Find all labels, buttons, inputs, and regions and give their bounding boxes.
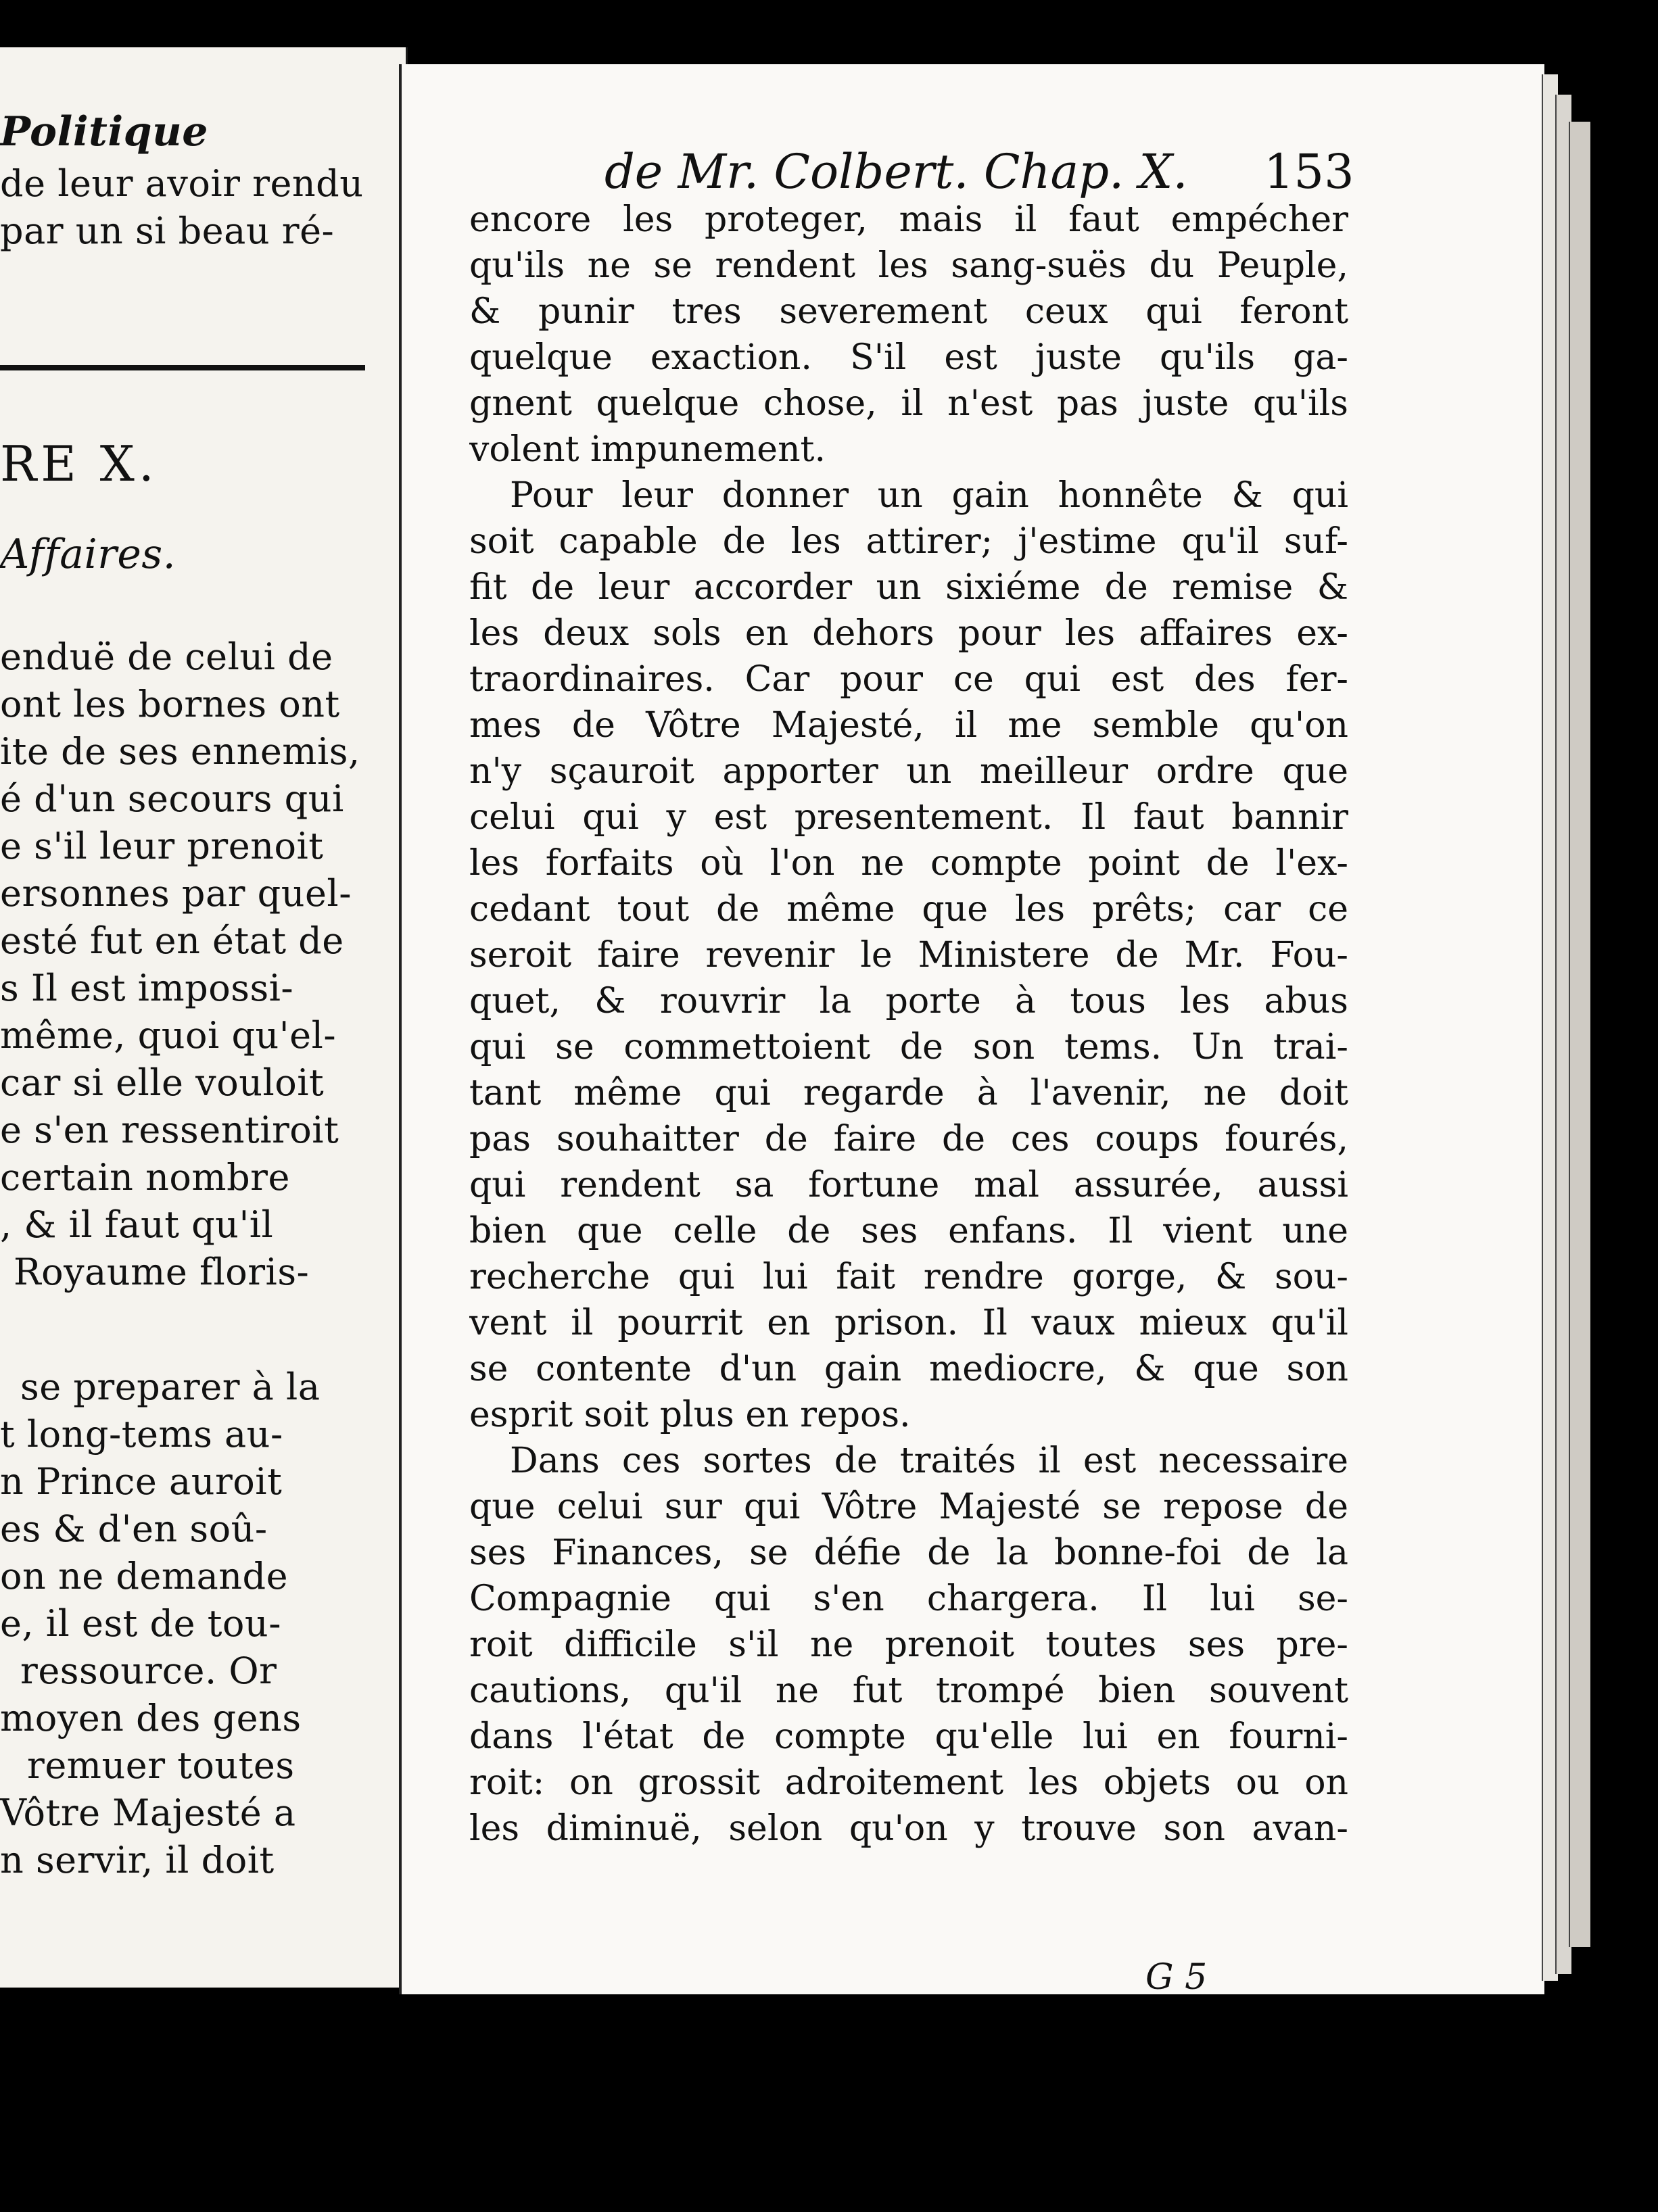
left-line: certain nombre — [0, 1156, 290, 1199]
left-line: ressource. Or — [20, 1650, 277, 1692]
body-text — [469, 197, 1348, 1852]
text-line: pas souhaitter de faire de ces coups fourés, — [469, 1119, 1348, 1159]
text-line: encore les proteger, mais il faut empécher — [469, 199, 1348, 240]
text-line: vent il pourrit en prison. Il vaux mieux qu'il — [469, 1303, 1348, 1343]
text-line: gnent quelque chose, il n'est pas juste qu'ils — [469, 383, 1348, 424]
text-line: celui qui y est presentement. Il faut bannir — [469, 797, 1348, 838]
left-line: n Prince auroit — [0, 1460, 283, 1503]
text-line: quet, & rouvrir la porte à tous les abus — [469, 981, 1348, 1021]
left-line: de leur avoir rendu — [0, 162, 364, 205]
text-line: cautions, qu'il ne fut trompé bien souvent — [469, 1670, 1348, 1711]
left-line: , & il faut qu'il — [0, 1203, 274, 1246]
left-line: même, quoi qu'el- — [0, 1014, 337, 1057]
text-line: bien que celle de ses enfans. Il vient une — [469, 1211, 1348, 1251]
running-head: de Mr. Colbert. Chap. X. — [605, 144, 1188, 199]
text-line: roit: on grossit adroitement les objets ou on — [469, 1762, 1348, 1803]
text-line: mes de Vôtre Majesté, il me semble qu'on — [469, 705, 1348, 746]
text-line: & punir tres severement ceux qui feront — [469, 291, 1348, 332]
left-line: se preparer à la — [20, 1366, 321, 1408]
left-line: remuer toutes — [27, 1744, 295, 1787]
paragraph-start: Dans ces sortes de traités il est necessaire — [510, 1441, 1348, 1481]
text-line: quelque exaction. S'il est juste qu'ils ga- — [469, 337, 1348, 378]
text-line: fit de leur accorder un sixiéme de remise & — [469, 567, 1348, 608]
signature-mark: G 5 — [1145, 1957, 1208, 1994]
left-line: es & d'en soû- — [0, 1508, 268, 1550]
left-line: n servir, il doit — [0, 1839, 275, 1881]
right-page — [399, 64, 1544, 1994]
text-line: n'y sçauroit apporter un meilleur ordre que — [469, 751, 1348, 792]
text-line: les deux sols en dehors pour les affaires ex- — [469, 613, 1348, 654]
left-line: é d'un secours qui — [0, 777, 344, 820]
text-line: que celui sur qui Vôtre Majesté se repose de — [469, 1487, 1348, 1527]
text-line: qui rendent sa fortune mal assurée, aussi — [469, 1165, 1348, 1205]
left-line: s Il est impossi- — [0, 967, 294, 1009]
text-line: soit capable de les attirer; j'estime qu'il suf- — [469, 521, 1348, 562]
left-line: e s'en ressentiroit — [0, 1109, 339, 1151]
text-line: esprit soit plus en repos. — [469, 1395, 911, 1435]
left-chapter-heading: RE X. — [0, 435, 158, 492]
left-line: Vôtre Majesté a — [0, 1792, 296, 1834]
left-line: ont les bornes ont — [0, 683, 340, 725]
left-line: esté fut en état de — [0, 919, 344, 962]
text-line: cedant tout de même que les prêts; car ce — [469, 889, 1348, 930]
left-line: e, il est de tou- — [0, 1602, 281, 1645]
text-line: volent impunement. — [469, 429, 826, 470]
left-line: ite de ses ennemis, — [0, 730, 360, 773]
text-line: seroit faire revenir le Ministere de Mr. Fou- — [469, 935, 1348, 976]
left-line: on ne demande — [0, 1555, 289, 1597]
text-line: Compagnie qui s'en chargera. Il lui se- — [469, 1579, 1348, 1619]
text-line: les forfaits où l'on ne compte point de l'ex- — [469, 843, 1348, 884]
left-line: enduë de celui de — [0, 635, 333, 678]
text-line: se contente d'un gain mediocre, & que son — [469, 1349, 1348, 1389]
left-section-rule — [0, 365, 365, 370]
page-edge — [1569, 122, 1590, 1947]
page-number: 153 — [1264, 144, 1354, 199]
page-header — [402, 144, 1544, 198]
left-line: t long-tems au- — [0, 1413, 283, 1456]
text-line: recherche qui lui fait rendre gorge, & sou- — [469, 1257, 1348, 1297]
text-line: traordinaires. Car pour ce qui est des fer- — [469, 659, 1348, 700]
left-line: moyen des gens — [0, 1697, 302, 1739]
text-line: dans l'état de compte qu'elle lui en fourni- — [469, 1716, 1348, 1757]
text-line: ses Finances, se défie de la bonne-foi de la — [469, 1533, 1348, 1573]
left-line: e s'il leur prenoit — [0, 825, 324, 867]
text-line: tant même qui regarde à l'avenir, ne doit — [469, 1073, 1348, 1113]
left-running-head: Politique — [0, 108, 208, 155]
left-line: car si elle vouloit — [0, 1061, 325, 1104]
left-chapter-subtitle: Affaires. — [0, 531, 176, 578]
text-line: qui se commettoient de son tems. Un trai- — [469, 1027, 1348, 1067]
text-line: les diminuë, selon qu'on y trouve son avan- — [469, 1808, 1348, 1849]
text-line: roit difficile s'il ne prenoit toutes ses pre- — [469, 1625, 1348, 1665]
left-line: par un si beau ré- — [0, 210, 335, 252]
paragraph-start: Pour leur donner un gain honnête & qui — [510, 475, 1348, 516]
left-line: Royaume floris- — [14, 1251, 310, 1293]
left-page — [0, 47, 408, 1988]
text-line: qu'ils ne se rendent les sang-suës du Peuple, — [469, 245, 1348, 286]
left-line: ersonnes par quel- — [0, 872, 352, 915]
